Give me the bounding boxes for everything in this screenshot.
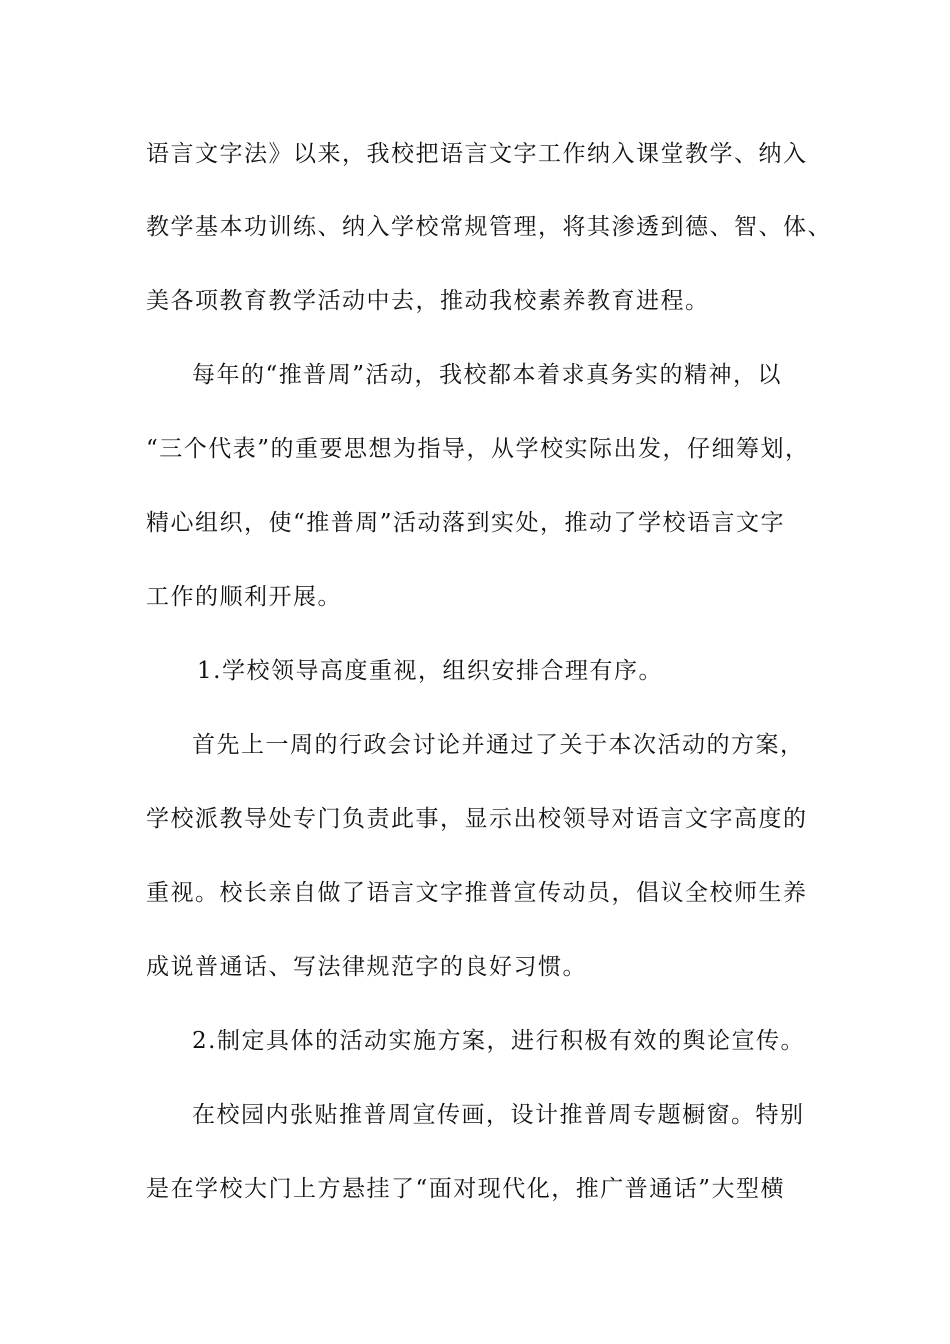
paragraph-line: 重视。校长亲自做了语言文字推普宣传动员，倡议全校师生养 [146,880,808,906]
paragraph-line: 是在学校大门上方悬挂了“面对现代化，推广普通话”大型横 [146,1176,786,1202]
paragraph-line: 首先上一周的行政会讨论并通过了关于本次活动的方案， [192,732,805,758]
paragraph-line: 在校园内张贴推普周宣传画，设计推普周专题橱窗。特别 [192,1102,805,1128]
section-heading: 1.学校领导高度重视，组织安排合理有序。 [197,658,663,684]
paragraph-line: 每年的“推普周”活动，我校都本着求真务实的精神，以 [192,362,783,388]
paragraph-line: 工作的顺利开展。 [146,584,342,610]
paragraph-line: 教学基本功训练、纳入学校常规管理，将其渗透到德、智、体、 [146,214,832,240]
paragraph-line: 精心组织，使“推普周”活动落到实处，推动了学校语言文字 [146,510,786,536]
paragraph-line: 美各项教育教学活动中去，推动我校素养教育进程。 [146,288,710,314]
section-heading: 2.制定具体的活动实施方案，进行积极有效的舆论宣传。 [192,1028,805,1054]
paragraph-line: 学校派教导处专门负责此事，显示出校领导对语言文字高度的 [146,806,808,832]
paragraph-line: 成说普通话、写法律规范字的良好习惯。 [146,954,587,980]
paragraph-line: “三个代表”的重要思想为指导，从学校实际出发，仔细筹划， [146,436,810,462]
paragraph-line: 语言文字法》以来，我校把语言文字工作纳入课堂教学、纳入 [146,141,808,167]
